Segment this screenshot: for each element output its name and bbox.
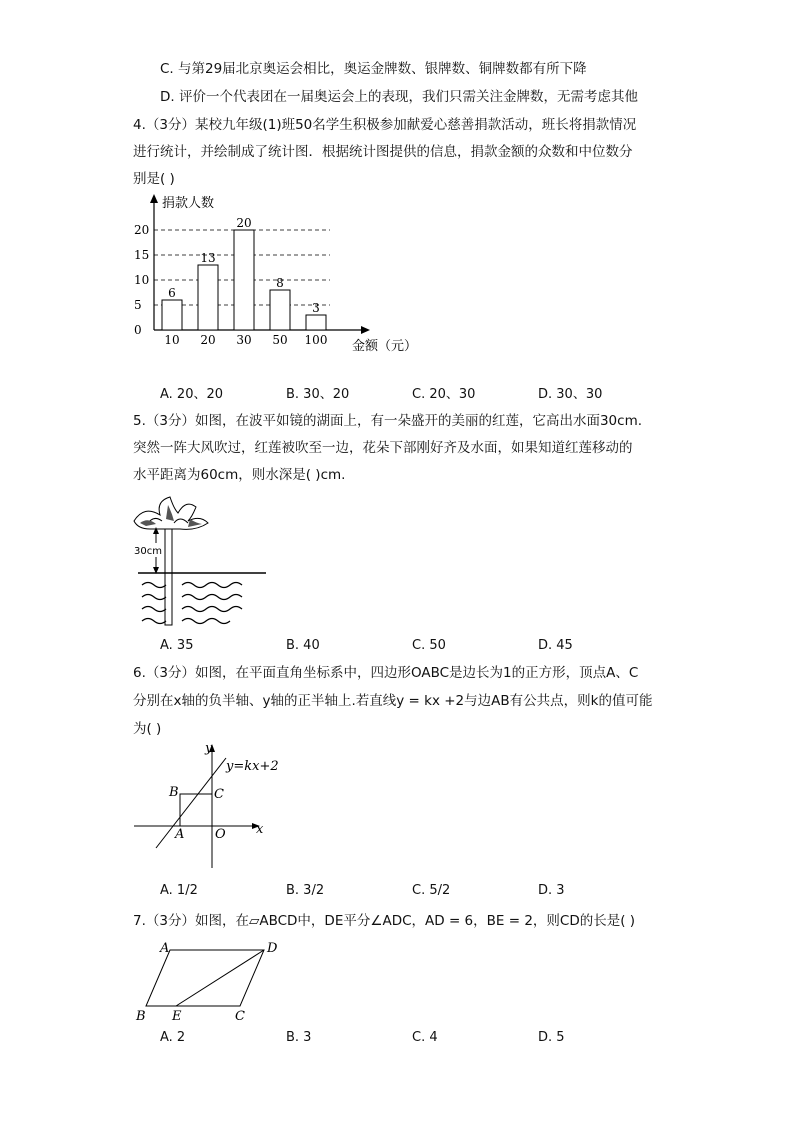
coordinate-figure [130, 740, 280, 875]
q4-option-c[interactable]: C. 20、30 [412, 387, 476, 402]
q5-option-a[interactable]: A. 35 [160, 638, 194, 653]
q4-stem-line3: 别是( ) [133, 171, 175, 187]
q4-option-b[interactable]: B. 30、20 [286, 387, 350, 402]
svg-text:C: C [235, 1009, 245, 1024]
q5-option-d[interactable]: D. 45 [538, 638, 573, 653]
svg-text:D: D [267, 941, 278, 956]
y-axis-label: 捐款人数 [162, 196, 215, 211]
q6-stem-line1: 6.（3分）如图，在平面直角坐标系中，四边形OABC是边长为1的正方形，顶点A、C [133, 665, 639, 681]
q6-stem-line3: 为( ) [133, 721, 162, 737]
q6-option-b[interactable]: B. 3/2 [286, 883, 325, 898]
x-axis-arrow [361, 326, 370, 334]
svg-text:x: x [256, 822, 264, 837]
q3-option-c: C. 与第29届北京奥运会相比，奥运金牌数、银牌数、铜牌数都有所下降 [160, 61, 587, 77]
bar-20 [198, 265, 218, 330]
q4-stem-line1: 4.（3分）某校九年级(1)班50名学生积极参加献爱心慈善捐款活动，班长将捐款情况 [133, 117, 637, 133]
q6-option-c[interactable]: C. 5/2 [412, 883, 451, 898]
parallelogram-figure [130, 936, 290, 1026]
segment-de [176, 950, 264, 1006]
lotus-stem [165, 529, 172, 625]
bar-value-label: 3 [312, 301, 320, 315]
q7-option-d[interactable]: D. 5 [538, 1030, 565, 1045]
q4-option-a[interactable]: A. 20、20 [160, 387, 224, 402]
q6-option-a[interactable]: A. 1/2 [160, 883, 198, 898]
q3-option-d: D. 评价一个代表团在一届奥运会上的表现，我们只需关注金牌数，无需考虑其他 [160, 89, 638, 105]
y-tick-label: 5 [134, 298, 142, 312]
svg-text:A: A [175, 827, 185, 842]
q5-stem-line2: 突然一阵大风吹过，红莲被吹至一边，花朵下部刚好齐及水面，如果知道红莲移动的 [133, 440, 633, 456]
q5-option-b[interactable]: B. 40 [286, 638, 320, 653]
y-tick-label: 0 [134, 323, 142, 337]
bar-value-label: 8 [276, 276, 284, 290]
x-axis-label: 金额（元） [352, 339, 418, 354]
height-label: 30cm [134, 546, 162, 557]
x-tick-label: 50 [272, 333, 288, 347]
x-tick-label: 20 [200, 333, 216, 347]
q6-options [160, 883, 720, 901]
bar-value-label: 20 [236, 216, 252, 230]
q5-option-c[interactable]: C. 50 [412, 638, 446, 653]
svg-text:y=kx+2: y=kx+2 [226, 759, 279, 774]
bar-10 [162, 300, 182, 330]
donation-bar-chart [130, 190, 420, 360]
q5-options [160, 638, 720, 656]
x-tick-label: 10 [164, 333, 180, 347]
x-tick-label: 30 [236, 333, 252, 347]
q5-stem-line3: 水平距离为60cm，则水深是( )cm. [133, 467, 346, 483]
y-tick-label: 15 [134, 248, 150, 262]
water-waves [142, 583, 242, 624]
svg-text:C: C [214, 787, 224, 802]
svg-text:O: O [215, 827, 226, 842]
q6-stem-line2: 分别在x轴的负半轴、y轴的正半轴上.若直线y = kx +2与边AB有公共点，则k的值可能 [133, 693, 653, 709]
square-oabc [180, 794, 212, 826]
y-tick-label: 10 [134, 273, 150, 287]
q7-option-a[interactable]: A. 2 [160, 1030, 186, 1045]
svg-text:B: B [169, 785, 179, 800]
lotus-figure [130, 493, 270, 628]
svg-text:A: A [160, 941, 170, 956]
bar-50 [270, 290, 290, 330]
q7-stem-line1: 7.（3分）如图，在▱ABCD中，DE平分∠ADC，AD = 6，BE = 2，则CD的长是( ) [133, 913, 636, 929]
q7-options [160, 1030, 720, 1048]
svg-text:y: y [205, 741, 213, 756]
parallelogram-abcd [146, 950, 264, 1006]
q7-option-b[interactable]: B. 3 [286, 1030, 312, 1045]
q4-option-d[interactable]: D. 30、30 [538, 387, 603, 402]
y-tick-label: 20 [134, 223, 150, 237]
bar-value-label: 6 [168, 286, 176, 300]
svg-text:E: E [172, 1009, 182, 1024]
bar-100 [306, 315, 326, 330]
x-tick-label: 100 [304, 333, 328, 347]
q5-stem-line1: 5.（3分）如图，在波平如镜的湖面上，有一朵盛开的美丽的红莲，它高出水面30cm. [133, 413, 643, 429]
bar-value-label: 13 [200, 251, 216, 265]
q6-option-d[interactable]: D. 3 [538, 883, 565, 898]
q4-stem-line2: 进行统计，并绘制成了统计图．根据统计图提供的信息，捐款金额的众数和中位数分 [133, 144, 633, 160]
svg-text:B: B [136, 1009, 146, 1024]
q7-option-c[interactable]: C. 4 [412, 1030, 438, 1045]
q4-options [160, 383, 720, 401]
bar-30 [234, 230, 254, 330]
y-axis-arrow [150, 194, 158, 203]
